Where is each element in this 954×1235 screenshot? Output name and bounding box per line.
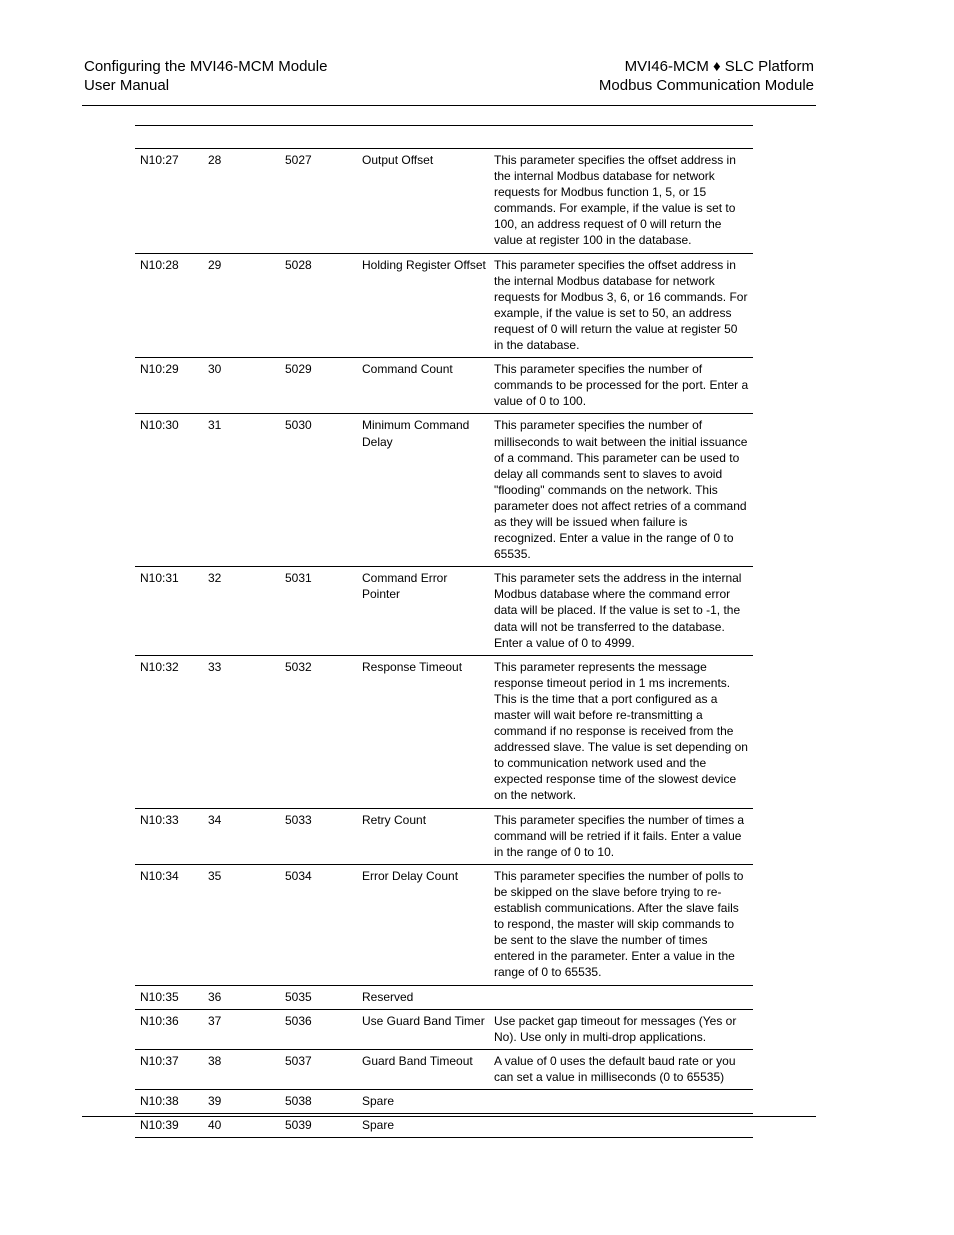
offset-cell: 33 [208, 655, 285, 808]
address-cell: N10:37 [135, 1049, 208, 1089]
parameter-name-cell: Error Delay Count [362, 864, 494, 985]
product-subtitle: Modbus Communication Module [598, 77, 814, 94]
offset-cell: 29 [208, 253, 285, 358]
offset-cell: 35 [208, 864, 285, 985]
parameter-table-body [135, 149, 753, 1138]
address-cell: N10:27 [135, 149, 208, 254]
parameter-name-cell: Minimum Command Delay [362, 414, 494, 567]
address-cell: N10:35 [135, 985, 208, 1009]
address-cell: N10:30 [135, 414, 208, 567]
offset-cell: 31 [208, 414, 285, 567]
register-cell: 5033 [285, 808, 362, 864]
table-row [135, 655, 753, 808]
description-cell [494, 1114, 753, 1138]
register-cell: 5028 [285, 253, 362, 358]
table-row [135, 808, 753, 864]
offset-cell: 39 [208, 1089, 285, 1113]
table-row [135, 567, 753, 655]
offset-cell: 37 [208, 1009, 285, 1049]
register-cell: 5034 [285, 864, 362, 985]
table-row [135, 149, 753, 254]
description-cell [494, 985, 753, 1009]
parameter-name-cell: Use Guard Band Timer [362, 1009, 494, 1049]
address-cell: N10:28 [135, 253, 208, 358]
address-cell: N10:39 [135, 1114, 208, 1138]
register-cell: 5032 [285, 655, 362, 808]
address-cell: N10:29 [135, 358, 208, 414]
description-cell: This parameter specifies the offset address in the internal Modbus database for network requests for Modbus function 1, 5, or 15 commands. For example, if the value is set to 100, an address request of 0 will return the value at register 100 in the database. [494, 149, 753, 254]
address-cell: N10:34 [135, 864, 208, 985]
offset-cell: 40 [208, 1114, 285, 1138]
offset-cell: 38 [208, 1049, 285, 1089]
table-row [135, 1114, 753, 1138]
description-cell: This parameter specifies the number of times a command will be retried if it fails. Enter a value in the range of 0 to 10. [494, 808, 753, 864]
parameter-name-cell: Reserved [362, 985, 494, 1009]
footer-divider [82, 1116, 816, 1117]
description-cell: This parameter represents the message response timeout period in 1 ms increments. This is the time that a port configured as a master will wait before re-transmitting a command if no response is received from the addressed slave. The value is set depending on to communication network used and the expected response time of the slowest device on the network. [494, 655, 753, 808]
parameter-name-cell: Retry Count [362, 808, 494, 864]
offset-cell: 28 [208, 149, 285, 254]
register-cell: 5027 [285, 149, 362, 254]
description-cell: This parameter specifies the offset address in the internal Modbus database for network requests for Modbus 3, 6, or 16 commands. For example, if the value is set to 50, an address request of 0 will return the value at register 50 in the database. [494, 253, 753, 358]
address-cell: N10:36 [135, 1009, 208, 1049]
table-row [135, 358, 753, 414]
description-cell: This parameter specifies the number of polls to be skipped on the slave before trying to re-establish communications. After the slave fails to respond, the master will skip commands to be sent to the slave the number of times entered in the parameter. Enter a value in the range of 0 to 65535. [494, 864, 753, 985]
register-cell: 5035 [285, 985, 362, 1009]
table-row [135, 864, 753, 985]
table-row [135, 1049, 753, 1089]
offset-cell: 30 [208, 358, 285, 414]
document-title: Configuring the MVI46-MCM Module [84, 58, 328, 75]
description-cell: A value of 0 uses the default baud rate or you can set a value in milliseconds (0 to 65535) [494, 1049, 753, 1089]
header-left [84, 57, 327, 95]
register-cell: 5029 [285, 358, 362, 414]
register-cell: 5031 [285, 567, 362, 655]
header-right [599, 57, 814, 95]
table-top-divider [135, 125, 753, 126]
description-cell: This parameter specifies the number of commands to be processed for the port. Enter a value of 0 to 100. [494, 358, 753, 414]
description-cell: Use packet gap timeout for messages (Yes or No). Use only in multi-drop applications. [494, 1009, 753, 1049]
address-cell: N10:33 [135, 808, 208, 864]
address-cell: N10:32 [135, 655, 208, 808]
register-cell: 5030 [285, 414, 362, 567]
table-row [135, 1009, 753, 1049]
offset-cell: 34 [208, 808, 285, 864]
parameter-name-cell: Command Count [362, 358, 494, 414]
offset-cell: 36 [208, 985, 285, 1009]
description-cell: This parameter specifies the number of milliseconds to wait between the initial issuance of a command. This parameter can be used to delay all commands sent to slaves to avoid "flooding" commands on the network. This parameter does not affect retries of a command as they will be issued when failure is recognized. Enter a value in the range of 0 to 65535. [494, 414, 753, 567]
register-cell: 5038 [285, 1089, 362, 1113]
parameter-name-cell: Guard Band Timeout [362, 1049, 494, 1089]
parameter-name-cell: Holding Register Offset [362, 253, 494, 358]
parameter-name-cell: Command Error Pointer [362, 567, 494, 655]
table-row [135, 253, 753, 358]
table-row [135, 1089, 753, 1113]
register-cell: 5037 [285, 1049, 362, 1089]
parameter-name-cell: Output Offset [362, 149, 494, 254]
offset-cell: 32 [208, 567, 285, 655]
parameter-name-cell: Response Timeout [362, 655, 494, 808]
register-cell: 5039 [285, 1114, 362, 1138]
parameter-table [135, 148, 753, 1138]
product-title: MVI46-MCM ♦ SLC Platform [624, 58, 814, 75]
header-divider [82, 105, 816, 106]
parameter-name-cell: Spare [362, 1114, 494, 1138]
register-cell: 5036 [285, 1009, 362, 1049]
document-subtitle: User Manual [84, 77, 170, 94]
description-cell: This parameter sets the address in the internal Modbus database where the command error data will be placed. If the value is set to -1, the data will not be transferred to the database. Enter a value of 0 to 4999. [494, 567, 753, 655]
address-cell: N10:38 [135, 1089, 208, 1113]
table-row [135, 414, 753, 567]
table-row [135, 985, 753, 1009]
parameter-name-cell: Spare [362, 1089, 494, 1113]
description-cell [494, 1089, 753, 1113]
address-cell: N10:31 [135, 567, 208, 655]
